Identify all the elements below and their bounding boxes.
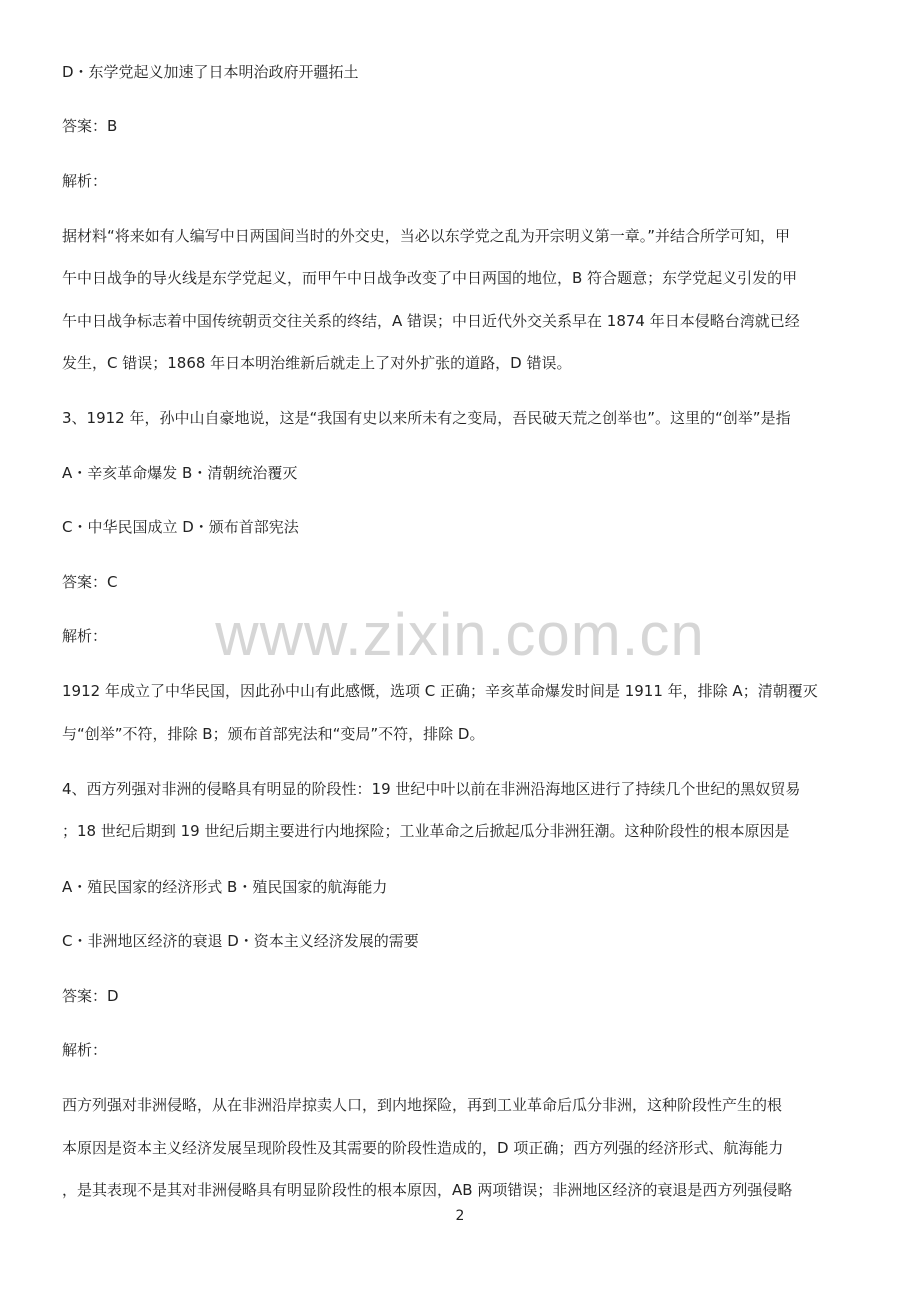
q2-analysis-line-4: 发生，C 错误；1868 年日本明治维新后就走上了对外扩张的道路，D 错误。 xyxy=(62,354,572,372)
q4-analysis-line-2: 本原因是资本主义经济发展呈现阶段性及其需要的阶段性造成的，D 项正确；西方列强的经济形式、航海能力 xyxy=(62,1139,784,1157)
q2-option-d: D・东学党起义加速了日本明治政府开疆拓土 xyxy=(62,63,359,81)
q3-options-ab: A・辛亥革命爆发 B・清朝统治覆灭 xyxy=(62,464,298,482)
q2-answer: 答案：B xyxy=(62,117,118,135)
q2-analysis-label: 解析： xyxy=(62,172,108,190)
q2-analysis-line-3: 午中日战争标志着中国传统朝贡交往关系的终结，A 错误；中日近代外交关系早在 1874 年日本侵略台湾就已经 xyxy=(62,312,800,330)
q3-analysis-line-2: 与“创举”不符，排除 B；颁布首部宪法和“变局”不符，排除 D。 xyxy=(62,725,485,743)
q3-analysis-line-1: 1912 年成立了中华民国，因此孙中山有此感慨，选项 C 正确；辛亥革命爆发时间是 1911 年，排除 A；清朝覆灭 xyxy=(62,682,818,700)
q4-analysis-label: 解析： xyxy=(62,1041,108,1059)
q4-analysis-line-1: 西方列强对非洲侵略，从在非洲沿岸掠卖人口，到内地探险，再到工业革命后瓜分非洲，这种阶段性产生的根 xyxy=(62,1096,783,1114)
page-number: 2 xyxy=(455,1208,465,1224)
q3-stem: 3、1912 年，孙中山自豪地说，这是“我国有史以来所未有之变局，吾民破天荒之创举也”。这里的“创举”是指 xyxy=(62,409,791,427)
q2-analysis-line-2: 午中日战争的导火线是东学党起义，而甲午中日战争改变了中日两国的地位，B 符合题意；东学党起义引发的甲 xyxy=(62,269,798,287)
q3-answer: 答案：C xyxy=(62,573,118,591)
q4-options-cd: C・非洲地区经济的衰退 D・资本主义经济发展的需要 xyxy=(62,932,419,950)
q4-stem-line-2: ；18 世纪后期到 19 世纪后期主要进行内地探险；工业革命之后掀起瓜分非洲狂潮。这种阶段性的根本原因是 xyxy=(62,822,790,840)
watermark: www.zixin.com.cn xyxy=(215,601,705,668)
q4-stem-line-1: 4、西方列强对非洲的侵略具有明显的阶段性：19 世纪中叶以前在非洲沿海地区进行了持续几个世纪的黑奴贸易 xyxy=(62,780,801,798)
q4-options-ab: A・殖民国家的经济形式 B・殖民国家的航海能力 xyxy=(62,878,388,896)
q3-analysis-label: 解析： xyxy=(62,627,108,645)
q4-answer: 答案：D xyxy=(62,987,119,1005)
q2-analysis-line-1: 据材料“将来如有人编写中日两国间当时的外交史，当必以东学党之乱为开宗明义第一章。”并结合所学可知，甲 xyxy=(62,227,791,245)
q4-analysis-line-3: ，是其表现不是其对非洲侵略具有明显阶段性的根本原因，AB 两项错误；非洲地区经济的衰退是西方列强侵略 xyxy=(62,1181,793,1199)
q3-options-cd: C・中华民国成立 D・颁布首部宪法 xyxy=(62,518,299,536)
